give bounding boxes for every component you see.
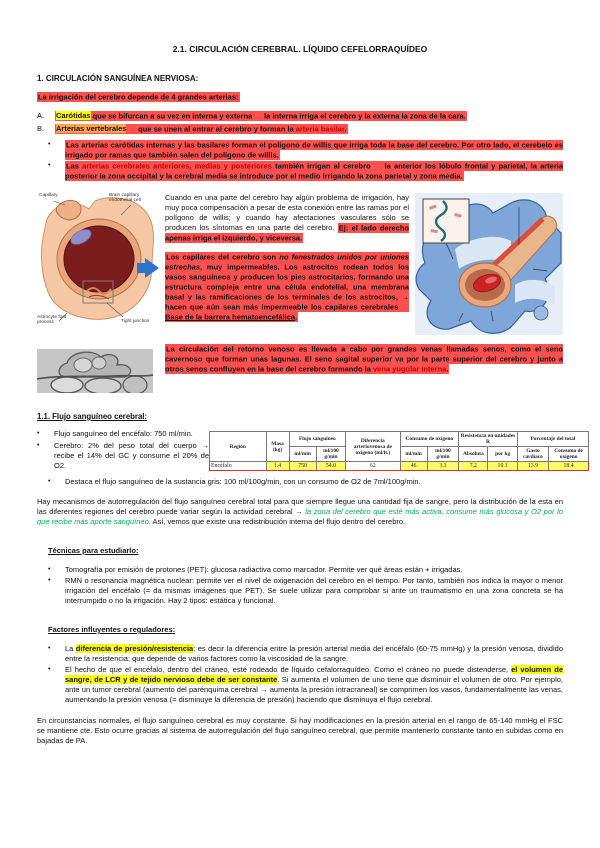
paragraph-capilares: Los capilares del cerebro son no fenestrados unidos por uniones estrechas, muy impermeables. Los astrocitos rodean todos los vasos sanguíneos y producen los pies astrocitarios, formando una estructura compleja entre una célula endotelial, una membrana basal y las ramificaciones de los terminales de los astrocitos, → hacen que aún sean más impermeable los capilares cerebrales → Base de la barrera hematoencefálica. bbox=[165, 252, 409, 321]
col-res-absoluta: Absoluta bbox=[459, 447, 488, 462]
arrow-icon: → bbox=[128, 124, 137, 133]
col-diferencia: Diferencia arteriovenosa de oxígeno (ml/lt.) bbox=[346, 432, 400, 462]
cell-res-absoluta: 7.2 bbox=[459, 462, 488, 471]
cell-region: Encéfalo bbox=[210, 462, 267, 471]
bullet-icon: • bbox=[48, 478, 51, 485]
flujo-bullet-3-wrap bbox=[48, 477, 563, 487]
bullet-arterias-cerebrales: • Las arterias cerebrales anteriores, medias y posteriores también irrigan al cerebro → la anterior los lóbulo frontal y parietal, la arteria posterior la zona occipital y la cerebral media se introduce por el medio irrigando la zona parietal y zona media. bbox=[48, 161, 564, 180]
bullet-sustancia-gris: • Destaca el flujo sanguíneo de la sustancia gris: 100 ml/100g/min, con un consumo de O2 de 7ml/100g/min. bbox=[48, 477, 421, 486]
cell-consumo-ml100: 3.3 bbox=[427, 462, 458, 471]
blood-brain-barrier-art bbox=[415, 193, 563, 335]
table-row-encefalo bbox=[210, 462, 589, 471]
label-capillary: Capillary bbox=[39, 193, 58, 198]
bullet-pet: • Tomografía por emisión de protones (PET): glucosa radiactiva como marcador. Permite ver qué áreas están + irrigadas. bbox=[48, 565, 463, 574]
bullet-icon: • bbox=[48, 162, 51, 169]
cell-flujo-mlmin: 750 bbox=[289, 462, 316, 471]
bullet-icon: • bbox=[37, 442, 40, 449]
blood-brain-barrier-figure bbox=[415, 193, 563, 340]
figure-right-column bbox=[165, 193, 563, 398]
tecnicas-bullets bbox=[48, 565, 563, 606]
bullet-icon: • bbox=[37, 430, 40, 437]
flujo-section-row bbox=[37, 429, 583, 473]
paragraph-compensacion: Cuando en una parte del cerebro hay algún problema de irrigación, hay muy poca compensación a pesar de esta conexión entre las ramas por el polígono de willis; y cuando hay afectaciones vasculares sólo se producen los síntomas en una parte del cerebro. Ej: el lado derecho apenas irriga el izquierdo, y viceversa. bbox=[165, 193, 409, 242]
bullet-cerebro-peso: • Cerebro: 2% del peso total del cuerpo → recibe el 14% del GC y consume el 20% de O2. bbox=[37, 441, 209, 470]
bullet-poligono-willis: • Las arterias carótidas internas y las basilares forman el polígono de willis que irriga toda la base del cerebro. Por otro lado, el cerebelo es irrigado por ramas que también salen del polígono de willis. bbox=[48, 140, 563, 159]
paragraph-final: En circunstancias normales, el flujo sanguíneo cerebral es muy constante. Si hay modificaciones en la presión arterial en el rango de 65-140 mmHg el FSC se mantiene cte. Esto ocurre gracias al sistema de autorregulación del flujo sanguíneo cerebral, que permite mantenerlo constante tanto en subidas como en bajadas de PA. bbox=[37, 716, 563, 745]
bullet-flujo-encefalo: • Flujo sanguíneo del encéfalo: 750 ml/min. bbox=[37, 429, 193, 438]
figure-band bbox=[37, 193, 563, 398]
bullet-icon: • bbox=[48, 645, 51, 652]
ejemplo-highlight: Ej: el lado derecho apenas irriga el izquierdo, y viceversa. bbox=[165, 223, 409, 242]
cell-res-porkg: 10.1 bbox=[488, 462, 517, 471]
electron-micrograph bbox=[37, 349, 153, 393]
cell-consumo-mlmin: 46 bbox=[400, 462, 427, 471]
term-arterias-vertebrales: Arterias vertebrales bbox=[56, 124, 127, 133]
col-flujo-ml100: ml/100 g/min bbox=[316, 447, 345, 462]
cell-pct-gasto: 13.9 bbox=[517, 462, 548, 471]
factores-bullets bbox=[48, 644, 563, 705]
paragraph-autorregulacion: Hay mecanismos de autorregulación del flujo sanguíneo cerebral total para que siempre llegue una cantidad fija de sangre, pero la distribución de la esta en las diferentes regiones del cerebro puede variar según la actividad cerebral → la zona del cerebro que esté más activa, consume más glucosa y O2 por lo que recibe más aporte sanguíneo. Así, vemos que existe una redistribución interna del flujo dentro del cerebro. bbox=[37, 497, 563, 526]
col-porcentaje: Porcentaje del total bbox=[517, 432, 588, 447]
list-item-b-text: Arterias vertebrales → que se unen al entrar al cerebro y forman la arteria basilar. bbox=[56, 124, 347, 133]
col-masa: Masa (kg) bbox=[266, 432, 289, 462]
factores-heading: Factores influyentes o reguladores: bbox=[48, 625, 176, 634]
list-item-a bbox=[37, 111, 563, 121]
term-arteria-basilar: arteria basilar bbox=[295, 124, 345, 133]
col-region: Región bbox=[210, 432, 267, 462]
col-pct-consumo: Consumo de oxígeno bbox=[549, 447, 589, 462]
term-carotidas: Carótidas bbox=[56, 111, 91, 120]
cell-masa: 1.4 bbox=[266, 462, 289, 471]
arrow-icon: → bbox=[373, 161, 382, 170]
bullet-icon: • bbox=[48, 141, 51, 148]
paragraph-retorno-venoso: La circulación del retorno venoso es llevada a cabo por grandes venas llamadas senos, como el seno cavernoso que forman unas lagunas. El seno sagital superior va por la parte superior del cerebro y junto a otros senos confluyen en la base del cerebro formando la vena yugular interna. bbox=[165, 344, 563, 373]
flujo-table-wrap bbox=[209, 429, 589, 473]
term-barrera-hematoencefalica: Base de la barrera hematoencefálica bbox=[165, 312, 296, 321]
col-pct-gasto: Gasto cardíaco bbox=[517, 447, 548, 462]
arrow-icon: → bbox=[254, 111, 262, 120]
label-astrocyte-foot: Astrocyte foot process bbox=[37, 315, 67, 326]
page-title: 2.1. CIRCULACIÓN CEREBRAL. LÍQUIDO CEFELORRAQUÍDEO bbox=[172, 44, 428, 54]
figure-left-column bbox=[37, 193, 159, 398]
term-diferencia-presion: diferencia de presión/resistencia bbox=[75, 644, 194, 653]
arrow-icon: → bbox=[401, 302, 409, 311]
col-consumo-ml100: ml/100 g/min bbox=[427, 447, 458, 462]
label-endothelial-cell: Brain capillary endothelial cell bbox=[109, 193, 141, 204]
list-item-a-label: A. bbox=[37, 111, 45, 120]
section-1-1-heading: 1.1. Flujo sanguíneo cerebral: bbox=[37, 412, 148, 421]
capillary-diagram bbox=[37, 193, 159, 343]
bullet-rmn: • RMN o resonancia magnética nuclear: permite ver el nivel de oxigenación del cerebro en el tiempo. Por tanto, también nos indica la mayor o menor irrigación del encéfalo (= da mismas imágenes que PET). Se suele utilizar para comprobar si ante un traumatismo en una zona concreta se ha interrumpido o no la irrigación. Hay 2 tipos: estática y funcional. bbox=[48, 576, 563, 605]
tecnicas-heading: Técnicas para estudiarlo: bbox=[48, 546, 139, 555]
col-flujo-mlmin: ml/min bbox=[289, 447, 316, 462]
section-1-bullets bbox=[48, 140, 563, 181]
cell-diferencia: 62 bbox=[346, 462, 400, 471]
col-res-porkg: por kg bbox=[488, 447, 517, 462]
bullet-icon: • bbox=[48, 577, 51, 584]
intro-highlight: La irrigación del cerebro depende de 4 grandes arterias: bbox=[38, 92, 239, 101]
flujo-bullets bbox=[37, 429, 209, 473]
list-item-b-label: B. bbox=[37, 124, 45, 133]
col-resistencia: Resistencia en unidades R bbox=[459, 432, 518, 447]
bullet-diferencia-presion: • La diferencia de presión/resistencia: es decir la diferencia entre la presión arterial media del encéfalo (60-75 mmHg) y la presión venosa, dividido entre la resistencia; que depende de varios factores como la viscosidad de la sangre. bbox=[48, 644, 563, 663]
factores-heading-wrap bbox=[37, 619, 563, 637]
green-note: la zona del cerebro que esté más activa, consume más glucosa y O2 por lo que recibe más aporte sanguíneo. bbox=[37, 507, 563, 526]
term-no-fenestrados: no fenestrados unidos por uniones estrechas bbox=[165, 252, 409, 271]
section-1-heading: 1. CIRCULACIÓN SANGUÍNEA NERVIOSA: bbox=[37, 74, 199, 83]
list-item-a-text: Carótidas que se bifurcan a su vez en interna y externa → la interna irriga el cerebro y la externa la zona de la cara. bbox=[56, 111, 466, 120]
col-consumo: Consumo de oxígeno bbox=[400, 432, 459, 447]
term-volumen-constante: el volumen de sangre, de LCR y de tejido nervioso debe de ser constante bbox=[65, 665, 563, 684]
term-arterias-cerebrales: arterias cerebrales anteriores, medias y posteriores bbox=[82, 161, 272, 170]
col-consumo-mlmin: ml/min bbox=[400, 447, 427, 462]
label-tight-junction: Tight junction bbox=[121, 319, 150, 324]
section-1-intro bbox=[37, 92, 563, 102]
cell-flujo-ml100: 54.0 bbox=[316, 462, 345, 471]
bullet-volumen-constante: • El hecho de que el encéfalo, dentro del cráneo, esté rodeado de líquido cefalorraquídeo. Como el cráneo no puede distenderse, el volumen de sangre, de LCR y de tejido nervioso debe de ser constante. Si aumenta el volumen de uno tiene que disminuir el volumen de otro. Por ejemplo, ante un tumor cerebral (aumento del parénquima cerebral → aumenta la presión intracraneal) se comprimen los vasos, fundamentalmente las venas, aumentando la presión venosa (= disminuye la diferencia de presión) haciendo que disminuya el flujo cerebral. bbox=[48, 665, 563, 704]
term-vena-yugular: vena yugular interna bbox=[372, 364, 447, 373]
col-flujo: Flujo sanguíneo bbox=[289, 432, 346, 447]
flujo-sanguineo-table bbox=[209, 431, 589, 471]
list-item-b bbox=[37, 124, 563, 134]
cell-pct-consumo: 18.4 bbox=[549, 462, 589, 471]
tecnicas-heading-wrap bbox=[37, 540, 563, 558]
mid-text-column bbox=[165, 193, 415, 340]
bullet-icon: • bbox=[48, 566, 51, 573]
bullet-icon: • bbox=[48, 666, 51, 673]
